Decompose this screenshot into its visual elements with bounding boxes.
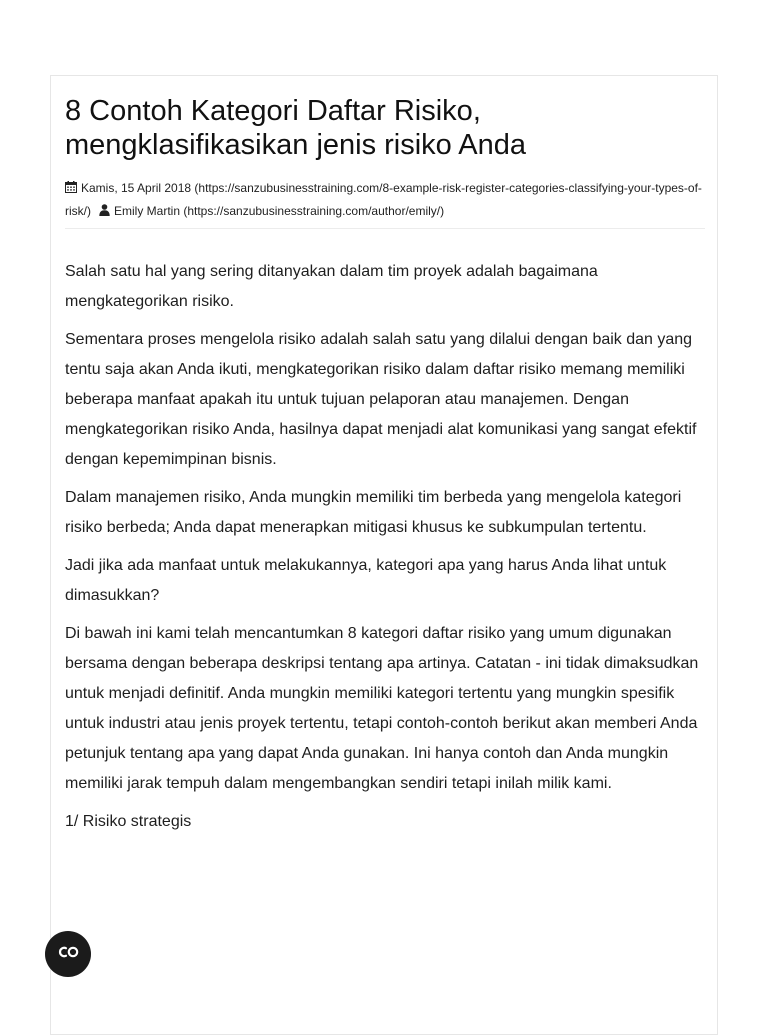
calendar-icon — [65, 178, 77, 200]
creative-commons-icon — [56, 945, 80, 964]
user-icon — [99, 201, 110, 223]
author-link[interactable]: Emily Martin (https://sanzubusinesstraining.com/author/emily/) — [114, 204, 445, 218]
meta-divider — [65, 228, 705, 229]
paragraph: Jadi jika ada manfaat untuk melakukannya, kategori apa yang harus Anda lihat untuk dimasukkan? — [65, 557, 667, 604]
article-meta — [65, 177, 705, 223]
paragraph: Dalam manajemen risiko, Anda mungkin memiliki tim berbeda yang mengelola kategori risiko berbeda; Anda dapat menerapkan mitigasi khusus ke subkumpulan tertentu. — [65, 489, 682, 536]
article-title: 8 Contoh Kategori Daftar Risiko, mengklasifikasikan jenis risiko Anda — [65, 95, 526, 161]
article-body — [65, 257, 709, 845]
paragraph: Salah satu hal yang sering ditanyakan dalam tim proyek adalah bagaimana mengkategorikan risiko. — [65, 263, 598, 310]
paragraph: Sementara proses mengelola risiko adalah salah satu yang dilalui dengan baik dan yang tentu saja akan Anda ikuti, mengkategorikan risiko dalam daftar risiko memang memiliki beberapa manfaat apakah itu untuk tujuan pelaporan atau manajemen. Dengan mengkategorikan risiko Anda, hasilnya dapat menjadi alat komunikasi yang sangat efektif dengan kepemimpinan bisnis. — [65, 331, 697, 468]
paragraph: Di bawah ini kami telah mencantumkan 8 kategori daftar risiko yang umum digunakan bersama dengan beberapa deskripsi tentang apa artinya. Catatan - ini tidak dimaksudkan untuk menjadi definitif. Anda mungkin memiliki kategori tertentu yang mungkin spesifik untuk industri atau jenis proyek tertentu, tetapi contoh-contoh berikut akan memberi Anda petunjuk tentang apa yang dapat Anda gunakan. Ini hanya contoh dan Anda mungkin memiliki jarak tempuh dalam mengembangkan sendiri tetapi inilah milik kami. — [65, 625, 699, 792]
article-card — [50, 75, 718, 1035]
section-heading: 1/ Risiko strategis — [65, 813, 192, 830]
author-wrap — [99, 204, 444, 218]
date-link[interactable]: Kamis, 15 April 2018 (https://sanzubusinesstraining.com/8-example-risk-register-categories-classifying-your-types-of-risk/) — [65, 181, 702, 218]
creative-commons-button[interactable] — [45, 931, 91, 977]
